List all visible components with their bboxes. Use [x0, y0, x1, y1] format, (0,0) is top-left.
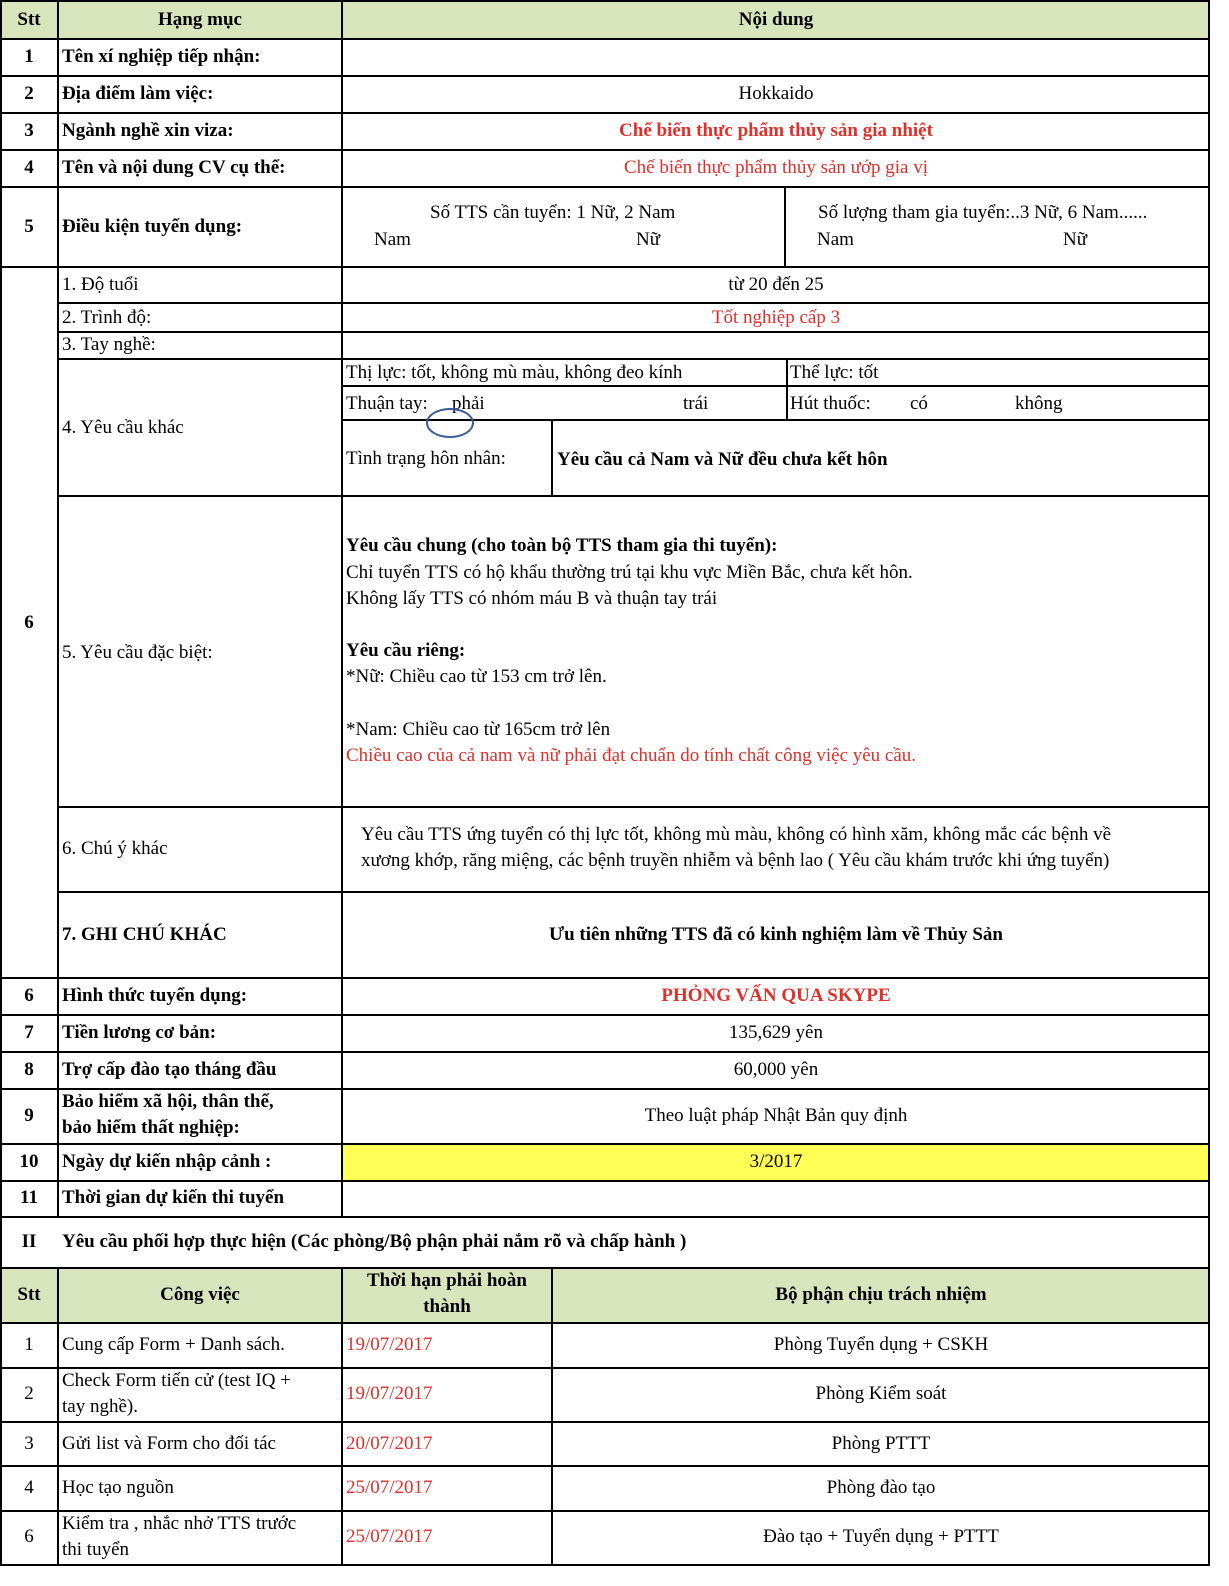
- education-label: 2. Trình độ:: [62, 307, 152, 328]
- row-8-no: 8: [24, 1059, 34, 1080]
- special-female: *Nữ: Chiều cao từ 153 cm trở lên.: [346, 666, 607, 687]
- row-6-value: PHỎNG VẤN QUA SKYPE: [661, 985, 891, 1006]
- skill-label: 3. Tay nghề:: [62, 334, 156, 355]
- attention-line-1: Yêu cầu TTS ứng tuyển có thị lực tốt, không mù màu, không có hình xăm, không mắc các bệnh về: [361, 824, 1111, 845]
- tasks-header-dept: Bộ phận chịu trách nhiệm: [775, 1284, 987, 1305]
- row-4-label: Tên và nội dung CV cụ thể:: [62, 157, 286, 178]
- row-3-no: 3: [24, 120, 34, 141]
- task-name-2: thi tuyển: [62, 1539, 130, 1560]
- row-10-label: Ngày dự kiến nhập cảnh :: [62, 1151, 272, 1172]
- row-9-label-1: Bảo hiểm xã hội, thân thể,: [62, 1091, 274, 1112]
- education-value: Tốt nghiệp cấp 3: [711, 307, 841, 328]
- task-no: 3: [24, 1433, 34, 1454]
- row-5-female-left: Nữ: [636, 229, 661, 250]
- row-7-label: Tiền lương cơ bản:: [62, 1022, 217, 1043]
- special-note: Chiều cao của cả nam và nữ phải đạt chuẩn do tính chất công việc yêu cầu.: [346, 745, 917, 766]
- special-general-2: Không lấy TTS có nhóm máu B và thuận tay trái: [346, 588, 718, 609]
- row-5-no: 5: [24, 216, 34, 237]
- attention-line-2: xương khớp, răng miệng, các bệnh truyền nhiễm và bệnh lao ( Yêu cầu khám trước khi ứng tuyển): [361, 850, 1110, 871]
- row-9-value: Theo luật pháp Nhật Bản quy định: [644, 1105, 908, 1126]
- row-5-participants: Số lượng tham gia tuyển:..3 Nữ, 6 Nam......: [818, 202, 1148, 223]
- section-2-no: II: [21, 1231, 37, 1252]
- other-label: 4. Yêu cầu khác: [62, 417, 184, 438]
- row-1-label: Tên xí nghiệp tiếp nhận:: [62, 46, 261, 67]
- row-11-no: 11: [20, 1187, 38, 1208]
- task-name-2: tay nghề).: [62, 1396, 138, 1417]
- task-deadline: 25/07/2017: [346, 1477, 433, 1498]
- row-10-no: 10: [19, 1151, 39, 1172]
- special-label: 5. Yêu cầu đặc biệt:: [62, 642, 213, 663]
- task-deadline: 20/07/2017: [346, 1433, 433, 1454]
- row-5-label: Điều kiện tuyển dụng:: [62, 216, 243, 237]
- task-name: Học tạo nguồn: [62, 1477, 174, 1498]
- handedness-left: trái: [683, 393, 709, 414]
- task-no: 1: [24, 1334, 34, 1355]
- task-deadline: 19/07/2017: [346, 1334, 433, 1355]
- age-value: từ 20 đến 25: [728, 274, 824, 295]
- notes-label: 7. GHI CHÚ KHÁC: [62, 924, 227, 945]
- special-private-title: Yêu cầu riêng:: [346, 640, 466, 661]
- task-dept: Phòng đào tạo: [826, 1477, 936, 1498]
- row-5-female-right: Nữ: [1063, 229, 1088, 250]
- row-8-value: 60,000 yên: [733, 1059, 819, 1080]
- row-3-label: Ngành nghề xin viza:: [62, 120, 234, 141]
- row-4-no: 4: [24, 157, 34, 178]
- task-no: 2: [24, 1383, 34, 1404]
- task-name: Gửi list và Form cho đối tác: [62, 1433, 276, 1454]
- row-5-needed: Số TTS cần tuyển: 1 Nữ, 2 Nam: [430, 202, 676, 223]
- header-category: Hạng mục: [158, 9, 242, 30]
- row-6-no: 6: [24, 985, 34, 1006]
- special-general-1: Chỉ tuyển TTS có hộ khẩu thường trú tại khu vực Miền Bắc, chưa kết hôn.: [346, 562, 913, 583]
- row-5-male-right: Nam: [817, 229, 854, 250]
- task-deadline: 19/07/2017: [346, 1383, 433, 1404]
- row-2-label: Địa điểm làm việc:: [62, 83, 214, 104]
- tasks-header-stt: Stt: [17, 1284, 41, 1305]
- section-6-no: 6: [24, 612, 34, 633]
- row-8-label: Trợ cấp đào tạo tháng đầu: [62, 1059, 277, 1080]
- fitness-text: Thể lực: tốt: [790, 362, 879, 383]
- row-9-no: 9: [24, 1105, 34, 1126]
- smoking-no: không: [1015, 393, 1063, 414]
- handedness-label: Thuận tay:: [346, 393, 428, 414]
- task-no: 4: [24, 1477, 34, 1498]
- eyesight-text: Thị lực: tốt, không mù màu, không đeo kính: [346, 362, 683, 383]
- row-6-label: Hình thức tuyển dụng:: [62, 985, 248, 1006]
- task-name: Check Form tiến cử (test IQ +: [62, 1370, 291, 1391]
- special-general-title: Yêu cầu chung (cho toàn bộ TTS tham gia thi tuyển):: [346, 535, 778, 556]
- tasks-header-task: Công việc: [160, 1284, 240, 1305]
- marital-label: Tình trạng hôn nhân:: [346, 448, 506, 469]
- marital-value: Yêu cầu cả Nam và Nữ đều chưa kết hôn: [557, 449, 888, 470]
- selection-circle: [426, 408, 474, 438]
- smoking-label: Hút thuốc:: [790, 393, 871, 414]
- row-1-no: 1: [24, 46, 34, 67]
- row-9-label-2: bảo hiểm thất nghiệp:: [62, 1117, 240, 1138]
- special-male: *Nam: Chiều cao từ 165cm trở lên: [346, 719, 611, 740]
- row-10-value: 3/2017: [749, 1151, 803, 1172]
- handedness-right: phải: [452, 393, 485, 414]
- task-no: 6: [24, 1526, 34, 1547]
- tasks-header-deadline-1: Thời hạn phải hoàn: [367, 1270, 527, 1291]
- section-2-title: Yêu cầu phối hợp thực hiện (Các phòng/Bộ phận phải nắm rõ và chấp hành ): [62, 1231, 687, 1252]
- task-dept: Đào tạo + Tuyển dụng + PTTT: [763, 1526, 999, 1547]
- age-label: 1. Độ tuổi: [62, 274, 139, 295]
- header-content: Nội dung: [738, 9, 814, 30]
- task-name: Cung cấp Form + Danh sách.: [62, 1334, 285, 1355]
- task-dept: Phòng PTTT: [831, 1433, 931, 1454]
- attention-label: 6. Chú ý khác: [62, 838, 168, 859]
- row-4-value: Chế biến thực phẩm thủy sản ướp gia vị: [624, 157, 928, 178]
- row-5-male-left: Nam: [374, 229, 411, 250]
- tasks-header-deadline-2: thành: [423, 1296, 471, 1317]
- task-dept: Phòng Kiểm soát: [815, 1383, 947, 1404]
- row-11-label: Thời gian dự kiến thi tuyển: [62, 1187, 285, 1208]
- smoking-yes: có: [910, 393, 928, 414]
- header-stt: Stt: [17, 9, 41, 30]
- task-dept: Phòng Tuyển dụng + CSKH: [773, 1334, 989, 1355]
- task-deadline: 25/07/2017: [346, 1526, 433, 1547]
- row-7-value: 135,629 yên: [729, 1022, 823, 1043]
- task-name: Kiểm tra , nhắc nhở TTS trước: [62, 1513, 297, 1534]
- notes-value: Ưu tiên những TTS đã có kinh nghiệm làm về Thủy Sản: [548, 924, 1003, 945]
- row-3-value: Chế biến thực phẩm thủy sản gia nhiệt: [619, 120, 933, 141]
- row-2-value: Hokkaido: [738, 83, 814, 104]
- row-7-no: 7: [24, 1022, 34, 1043]
- row-2-no: 2: [24, 83, 34, 104]
